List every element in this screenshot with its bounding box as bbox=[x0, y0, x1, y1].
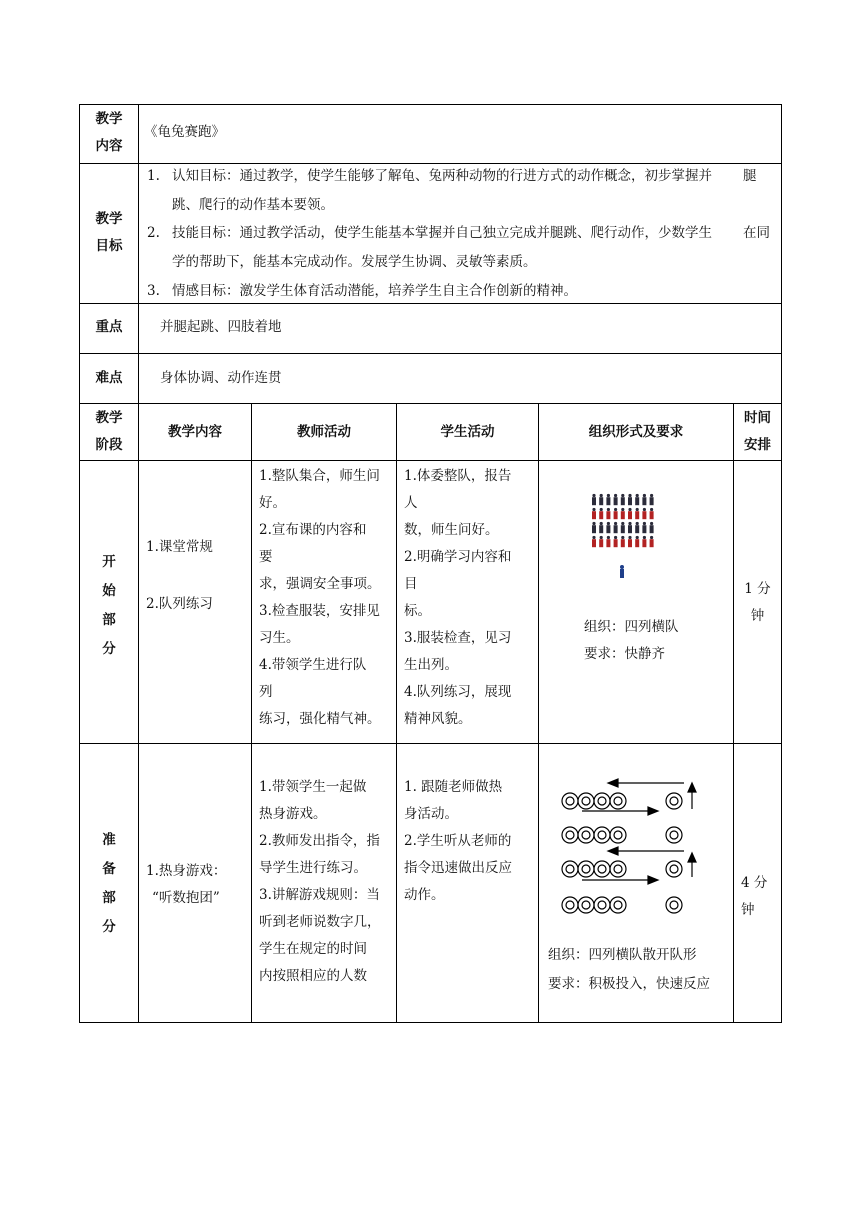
table-border-right bbox=[781, 104, 782, 1023]
student-figure bbox=[592, 494, 596, 505]
column-divider bbox=[138, 104, 139, 1023]
row-divider bbox=[79, 353, 782, 354]
student-figure bbox=[599, 494, 603, 505]
student-figure bbox=[621, 536, 625, 547]
lesson-title: 《龟兔赛跑》 bbox=[144, 124, 225, 140]
header-organization: 组织形式及要求 bbox=[588, 424, 684, 440]
student-figure bbox=[642, 508, 646, 519]
student-figure bbox=[635, 494, 639, 505]
table-border-bottom bbox=[79, 1022, 782, 1023]
opening-student-activity: 1.体委整队，报告 人 数，师生问好。 2.明确学习内容和 目 标。 3.服装检查，见习 生出列。 4.队列练习，展现 精神风貌。 bbox=[404, 468, 512, 727]
student-figure bbox=[606, 536, 610, 547]
key-point-label: 重点 bbox=[95, 319, 123, 335]
student-figure bbox=[614, 522, 618, 533]
opening-teacher-activity: 1.整队集合，师生问 好。 2.宣布课的内容和 要 求，强调安全事项。 3.检查服装，安排见 习生。 4.带领学生进行队 列 练习，强化精气神。 bbox=[259, 468, 381, 727]
student-figure bbox=[642, 536, 646, 547]
header-student: 学生活动 bbox=[440, 424, 495, 440]
column-divider bbox=[733, 403, 734, 1023]
lesson-content-label: 教学 内容 bbox=[95, 111, 123, 154]
column-divider bbox=[396, 403, 397, 1023]
student-figure bbox=[635, 536, 639, 547]
header-content: 教学内容 bbox=[168, 424, 222, 440]
student-figure bbox=[650, 508, 654, 519]
student-figure bbox=[628, 508, 632, 519]
student-figure bbox=[621, 508, 625, 519]
student-figure bbox=[614, 536, 618, 547]
student-figure bbox=[650, 522, 654, 533]
student-figure bbox=[599, 508, 603, 519]
difficulty-value: 身体协调、动作连贯 bbox=[160, 370, 282, 386]
header-time: 时间 安排 bbox=[744, 410, 771, 453]
student-figure bbox=[635, 508, 639, 519]
student-figure bbox=[650, 536, 654, 547]
table-border-top bbox=[79, 104, 782, 105]
lesson-goals-label: 教学 目标 bbox=[95, 211, 123, 254]
goal-text: 跳、爬行的动作基本要领。 bbox=[172, 197, 334, 213]
key-point-value: 并腿起跳、四肢着地 bbox=[160, 319, 282, 335]
stage-opening: 开 始 部 分 bbox=[102, 554, 116, 657]
student-figure bbox=[592, 522, 596, 533]
student-figure bbox=[592, 536, 596, 547]
goal-text: 学的帮助下，能基本完成动作。发展学生协调、灵敏等素质。 bbox=[172, 254, 537, 270]
difficulty-label: 难点 bbox=[95, 370, 123, 386]
preparation-time: 4 分 钟 bbox=[741, 875, 768, 918]
student-figure bbox=[635, 522, 639, 533]
goal-text: 技能目标：通过教学活动，使学生能基本掌握并自己独立完成并腿跳、爬行动作，少数学生 bbox=[172, 225, 712, 241]
student-figure bbox=[621, 494, 625, 505]
student-figure bbox=[599, 522, 603, 533]
column-divider bbox=[251, 403, 252, 1023]
opening-time: 1 分 钟 bbox=[744, 581, 771, 624]
goal-number: 3. bbox=[147, 283, 160, 299]
student-figure bbox=[628, 494, 632, 505]
goal-text: 认知目标：通过教学，使学生能够了解龟、兔两种动物的行进方式的动作概念，初步掌握并 bbox=[172, 168, 712, 184]
student-figure bbox=[614, 494, 618, 505]
student-figure bbox=[592, 508, 596, 519]
student-figure bbox=[606, 522, 610, 533]
scatter-formation-diagram bbox=[556, 775, 706, 925]
goal-text-tail: 腿 bbox=[743, 168, 757, 184]
formation-diagram bbox=[550, 488, 690, 588]
preparation-content: 1.热身游戏： “听数抱团” bbox=[146, 863, 227, 906]
student-figure bbox=[606, 494, 610, 505]
student-figure bbox=[642, 522, 646, 533]
row-divider bbox=[79, 460, 782, 461]
preparation-organization: 组织：四列横队散开队形 要求：积极投入，快速反应 bbox=[548, 947, 710, 992]
row-divider bbox=[79, 743, 782, 744]
student-figure bbox=[621, 522, 625, 533]
header-teacher: 教师活动 bbox=[297, 424, 351, 440]
column-divider bbox=[538, 403, 539, 1023]
goal-text: 情感目标：激发学生体育活动潜能，培养学生自主合作创新的精神。 bbox=[172, 283, 577, 299]
student-figure bbox=[650, 494, 654, 505]
row-divider bbox=[79, 403, 782, 404]
student-figure bbox=[614, 508, 618, 519]
opening-organization: 组织：四列横队 要求：快静齐 bbox=[584, 619, 679, 662]
goal-number: 2. bbox=[147, 225, 160, 241]
student-figure bbox=[606, 508, 610, 519]
goal-number: 1. bbox=[147, 168, 160, 184]
student-figure bbox=[628, 536, 632, 547]
student-figure bbox=[642, 494, 646, 505]
student-figure bbox=[599, 536, 603, 547]
goal-text-tail: 在同 bbox=[743, 225, 770, 241]
opening-content: 1.课堂常规 2.队列练习 bbox=[146, 539, 213, 612]
header-stage: 教学 阶段 bbox=[95, 410, 123, 453]
student-figure bbox=[628, 522, 632, 533]
preparation-student-activity: 1. 跟随老师做热 身活动。 2.学生听从老师的 指令迅速做出反应 动作。 bbox=[404, 779, 512, 903]
teacher-figure bbox=[620, 565, 624, 578]
preparation-teacher-activity: 1.带领学生一起做 热身游戏。 2.教师发出指令，指 导学生进行练习。 3.讲解游戏规则：当 听到老师说数字几， 学生在规定的时间 内按照相应的人数 bbox=[259, 779, 381, 984]
stage-preparation: 准 备 部 分 bbox=[102, 832, 116, 935]
